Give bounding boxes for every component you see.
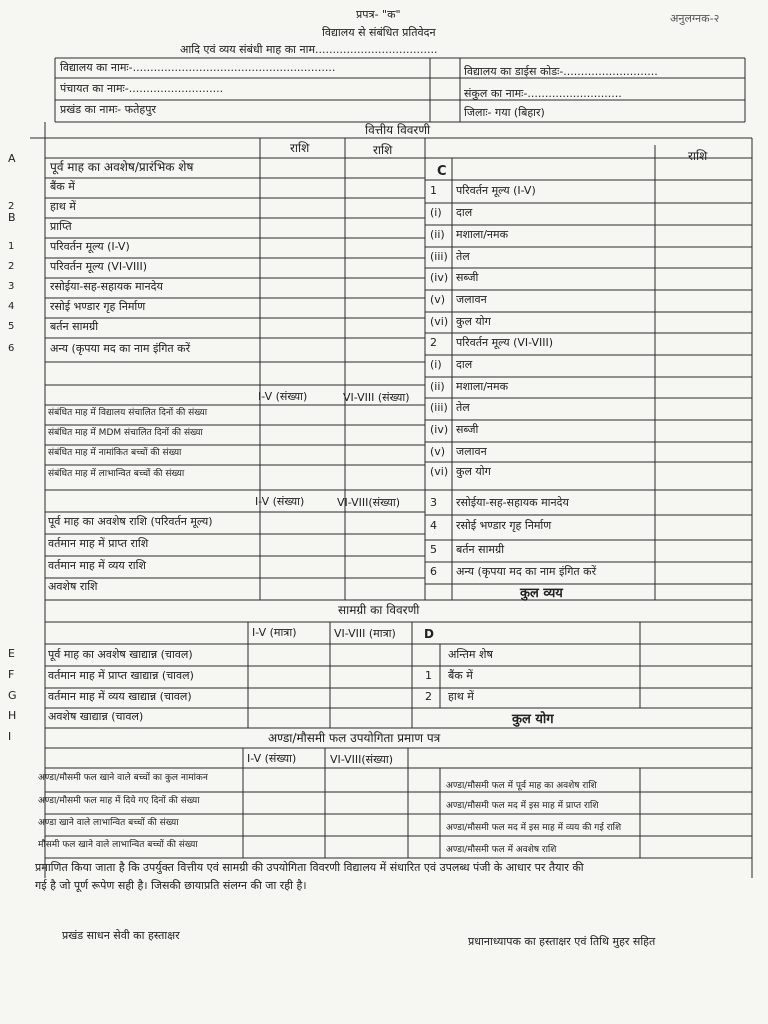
annexure-number: अनुलग्नक-२ <box>670 12 720 25</box>
material-row-label: अवशेष खाद्यान्न (चावल) <box>48 710 144 723</box>
finance-left-row-label: अन्य (कृपया मद का नाम इंगित करें <box>50 342 191 355</box>
finance-right-row-label: जलावन <box>456 293 487 306</box>
material-row-letter: I <box>8 730 12 743</box>
count-row-label: संबंधित माह में विद्यालय संचालित दिनों की संख्या <box>48 408 208 418</box>
balance-row-label: वर्तमान माह में प्राप्त राशि <box>48 537 149 550</box>
finance-left-row-number: 1 <box>8 241 15 252</box>
material-row-letter: H <box>8 709 17 722</box>
finance-left-row-label: परिवर्तन मूल्य (I-V) <box>50 240 130 253</box>
finance-left-row-number: 3 <box>8 281 15 292</box>
material-right-row-label: कुल योग <box>512 712 554 727</box>
count-row-label: संबंधित माह में लाभान्वित बच्चों की संख्या <box>48 469 185 479</box>
egg-col-2: VI-VIII(संख्या) <box>330 753 394 766</box>
finance-right-row-number: (iv) <box>430 271 449 284</box>
finance-right-row-number: (i) <box>430 206 442 219</box>
finance-left-row-label: बर्तन सामग्री <box>50 320 99 333</box>
finance-right-row-number: 3 <box>430 496 437 509</box>
finance-col-amount2: राशि <box>373 143 393 157</box>
finance-right-row-label: परिवर्तन मूल्य (I-V) <box>456 184 536 197</box>
finance-left-row-label: बैंक में <box>50 180 75 193</box>
count-row-label: संबंधित माह में MDM संचालित दिनों की संख्या <box>48 428 203 438</box>
material-col-1: I-V (मात्रा) <box>252 626 297 639</box>
finance-right-row-label: रसोईया-सह-सहायक मानदेय <box>456 496 569 509</box>
finance-right-row-label: मशाला/नमक <box>456 380 509 393</box>
section-letter-c: C <box>437 164 447 179</box>
finance-right-row-label: परिवर्तन मूल्य (VI-VIII) <box>456 336 553 349</box>
finance-right-row-number: 4 <box>430 519 437 532</box>
egg-row-label: अण्डा/मौसमी फल माह में दिये गए दिनों की संख्या <box>38 796 200 806</box>
balance-row-label: पूर्व माह का अवशेष राशि (परिवर्तन मूल्य) <box>48 515 213 528</box>
form-title: प्रपत्र- "क" <box>356 8 401 21</box>
finance-right-row-number: 5 <box>430 543 437 556</box>
dise-code-field[interactable]: विद्यालय का डाईस कोडः-........................... <box>464 65 658 78</box>
section-letter-a: A <box>8 152 16 165</box>
balance-col-1: I-V (संख्या) <box>255 495 305 508</box>
egg-right-row-label: अण्डा/मौसमी फल में पूर्व माह का अवशेष राशि <box>446 781 597 791</box>
finance-right-row-label: अन्य (कृपया मद का नाम इंगित करें <box>456 565 597 578</box>
block-field[interactable]: प्रखंड का नामः- फतेहपुर <box>60 103 156 116</box>
finance-right-row-number: 6 <box>430 565 437 578</box>
egg-row-label: मौसमी फल खाने वाले लाभान्वित बच्चों की संख्या <box>38 840 198 850</box>
finance-col-amount-right: राशि <box>688 149 708 163</box>
finance-right-row-label: बर्तन सामग्री <box>456 543 505 556</box>
finance-left-row-label: रसोईया-सह-सहायक मानदेय <box>50 280 163 293</box>
finance-right-row-number: (iii) <box>430 250 448 263</box>
egg-row-label: अण्डा/मौसमी फल खाने वाले बच्चों का कुल नामांकन <box>38 773 208 783</box>
material-row-letter: F <box>8 668 15 681</box>
finance-left-row-number: 2 <box>8 201 15 212</box>
egg-title: अण्डा/मौसमी फल उपयोगिता प्रमाण पत्र <box>268 731 441 745</box>
material-right-row-label: अन्तिम शेष <box>448 648 493 661</box>
egg-row-label: अण्डा खाने वाले लाभान्वित बच्चों की संख्या <box>38 818 179 828</box>
school-name-field[interactable]: विद्यालय का नामः-.......................................................... <box>60 61 336 74</box>
balance-col-2: VI-VIII(संख्या) <box>337 496 401 509</box>
count-row-label: संबंधित माह में नामांकित बच्चों की संख्या <box>48 448 182 458</box>
finance-left-row-label: प्राप्ति <box>50 220 72 233</box>
section-letter-d: D <box>424 627 434 641</box>
district-field[interactable]: जिलाः- गया (बिहार) <box>464 106 545 119</box>
finance-right-row-number: (i) <box>430 358 442 371</box>
finance-right-row-label: दाल <box>456 206 473 219</box>
finance-left-row-label: परिवर्तन मूल्य (VI-VIII) <box>50 260 147 273</box>
material-row-letter: G <box>8 689 17 702</box>
material-row-label: पूर्व माह का अवशेष खाद्यान्न (चावल) <box>48 648 193 661</box>
egg-right-row-label: अण्डा/मौसमी फल मद में इस माह में व्यय की गई राशि <box>446 823 622 833</box>
finance-right-row-label: रसोई भण्डार गृह निर्माण <box>456 519 552 532</box>
egg-right-row-label: अण्डा/मौसमी फल मद में इस माह में प्राप्त राशि <box>446 801 599 811</box>
finance-right-row-label: कुल योग <box>456 465 491 478</box>
material-row-letter: E <box>8 647 15 660</box>
finance-right-row-number: (v) <box>430 293 446 306</box>
section-letter-b: B <box>8 211 16 224</box>
material-row-label: वर्तमान माह में प्राप्त खाद्यान्न (चावल) <box>48 669 194 682</box>
headmaster-signature-label: प्रधानाध्यापक का हस्ताक्षर एवं तिथि मुहर सहित <box>468 935 656 948</box>
material-right-row-label: बैंक में <box>448 669 473 682</box>
certification-line-2: गई है जो पूर्ण रूपेण सही है। जिसकी छायाप्रति संलग्न की जा रही है। <box>35 879 307 892</box>
material-right-row-label: हाथ में <box>448 690 474 703</box>
certification-line-1: प्रमाणित किया जाता है कि उपर्युक्त वित्तीय एवं सामग्री की उपयोगिता विवरणी विद्यालय में संधारित एवं उपलब्ध पंजी के आधार पर तैयार की <box>35 861 584 874</box>
finance-left-row-label: रसोई भण्डार गृह निर्माण <box>50 300 146 313</box>
finance-right-row-label: मशाला/नमक <box>456 228 509 241</box>
finance-right-row-label: सब्जी <box>456 423 479 436</box>
finance-left-row-number: 4 <box>8 301 15 312</box>
count-col-1: I-V (संख्या) <box>258 390 308 403</box>
brs-signature-label: प्रखंड साधन सेवी का हस्ताक्षर <box>62 929 180 942</box>
egg-right-row-label: अण्डा/मौसमी फल में अवशेष राशि <box>446 845 557 855</box>
egg-col-1: I-V (संख्या) <box>247 752 297 765</box>
finance-right-row-number: (vi) <box>430 315 449 328</box>
finance-left-row-number: 2 <box>8 261 15 272</box>
finance-right-row-number: (ii) <box>430 228 445 241</box>
finance-right-row-label: कुल योग <box>456 315 491 328</box>
finance-right-row-number: (vi) <box>430 465 449 478</box>
finance-col-amount: राशि <box>290 141 310 155</box>
finance-right-row-number: (iii) <box>430 401 448 414</box>
finance-right-row-number: (ii) <box>430 380 445 393</box>
finance-left-row-number: 6 <box>8 343 15 354</box>
finance-title: वित्तीय विवरणी <box>365 123 431 137</box>
finance-left-row-label: पूर्व माह का अवशेष/प्रारंभिक शेष <box>50 160 194 174</box>
material-col-2: VI-VIII (मात्रा) <box>334 627 396 640</box>
count-col-2: VI-VIII (संख्या) <box>343 391 410 404</box>
balance-row-label: वर्तमान माह में व्यय राशि <box>48 559 146 572</box>
material-right-row-number: 1 <box>425 669 432 682</box>
finance-right-row-label: तेल <box>456 401 470 414</box>
finance-right-row-label: दाल <box>456 358 473 371</box>
finance-right-row-label: तेल <box>456 250 470 263</box>
finance-right-row-number: 1 <box>430 184 437 197</box>
finance-right-row-label: जलावन <box>456 445 487 458</box>
form-subtitle: विद्यालय से संबंधित प्रतिवेदन <box>322 26 436 39</box>
finance-left-row-label: हाथ में <box>50 200 76 213</box>
cluster-field[interactable]: संकुल का नामः-........................... <box>464 87 622 100</box>
material-title: सामग्री का विवरणी <box>338 603 420 617</box>
month-line: आदि एवं व्यय संबंधी माह का नाम................................... <box>180 43 438 56</box>
balance-row-label: अवशेष राशि <box>48 580 98 593</box>
finance-right-row-number: (v) <box>430 445 446 458</box>
panchayat-field[interactable]: पंचायत का नामः-........................... <box>60 82 224 95</box>
finance-right-row-label: सब्जी <box>456 271 479 284</box>
material-row-label: वर्तमान माह में व्यय खाद्यान्न (चावल) <box>48 690 192 703</box>
material-right-row-number: 2 <box>425 690 432 703</box>
finance-right-row-number: (iv) <box>430 423 449 436</box>
finance-right-row-number: 2 <box>430 336 437 349</box>
finance-left-row-number: 5 <box>8 321 15 332</box>
total-expense-label: कुल व्यय <box>520 586 563 601</box>
